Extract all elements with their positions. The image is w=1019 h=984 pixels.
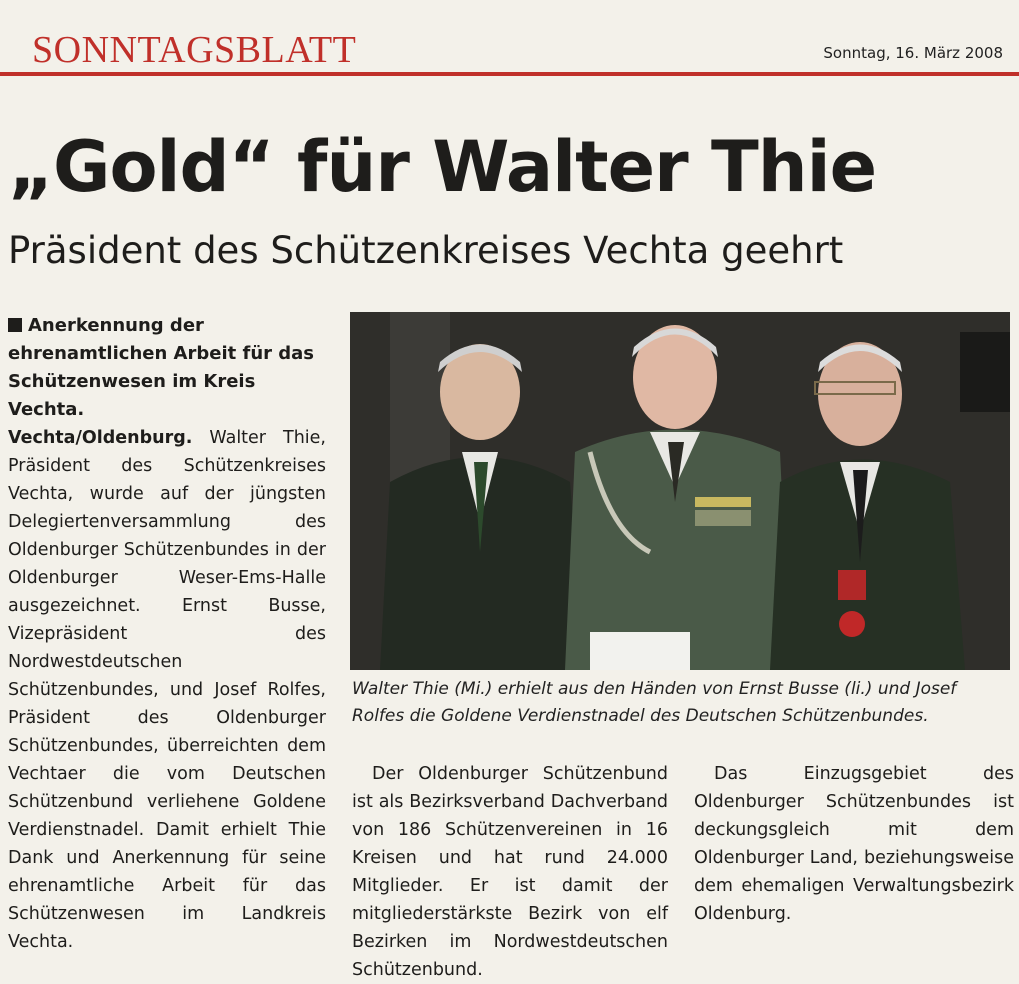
intro-text: Anerkennung der ehrenamtlichen Arbeit für das Schützenwesen im Kreis Vechta. <box>8 315 315 420</box>
subheadline: Präsident des Schützenkreises Vechta geehrt <box>8 229 844 272</box>
masthead-rule <box>0 72 1019 76</box>
issue-date: Sonntag, 16. März 2008 <box>823 44 1003 62</box>
dateline: Vechta/Oldenburg. <box>8 428 193 448</box>
article-column-3 <box>694 760 1014 928</box>
photo-illustration <box>350 312 1010 670</box>
article-column-2 <box>352 760 668 984</box>
headline: „Gold“ für Walter Thie <box>8 126 877 208</box>
article-photo <box>350 312 1010 670</box>
paragraph-3: Das Einzugsgebiet des Oldenburger Schützenbundes ist deckungsgleich mit dem Oldenburger Land, beziehungsweise dem ehemaligen Verwaltungsbezirk Oldenburg. <box>694 764 1014 924</box>
paragraph-1 <box>8 424 326 956</box>
bullet-square-icon <box>8 318 22 332</box>
article-column-1 <box>8 312 326 956</box>
intro-block <box>8 312 326 424</box>
masthead: SONNTAGSBLATT <box>32 29 357 71</box>
photo-caption: Walter Thie (Mi.) erhielt aus den Händen von Ernst Busse (li.) und Josef Rolfes die Goldene Verdienstnadel des Deutschen Schützenbundes. <box>352 679 957 726</box>
paragraph-1-text: Walter Thie, Präsident des Schützenkreises Vechta, wurde auf der jüngsten Delegiertenversammlung des Oldenburger Schützenbundes in der Oldenburger Weser-Ems-Halle ausgezeichnet. Ernst Busse, Vizepräsident des Nordwestdeutschen Schützenbundes, und Josef Rolfes, Präsident des Oldenburger Schützenbundes, überreichten dem Vechtaer die vom Deutschen Schützenbund verliehene Goldene Verdienstnadel. Damit erhielt Thie Dank und Anerkennung für seine ehrenamtliche Arbeit für das Schützenwesen im Landkreis Vechta. <box>8 428 326 952</box>
paragraph-2: Der Oldenburger Schützenbund ist als Bezirksverband Dachverband von 186 Schützenvereinen in 16 Kreisen und hat rund 24.000 Mitglieder. Er ist damit der mitgliederstärkste Bezirk von elf Bezirken im Nordwestdeutschen Schützenbund. <box>352 764 668 980</box>
